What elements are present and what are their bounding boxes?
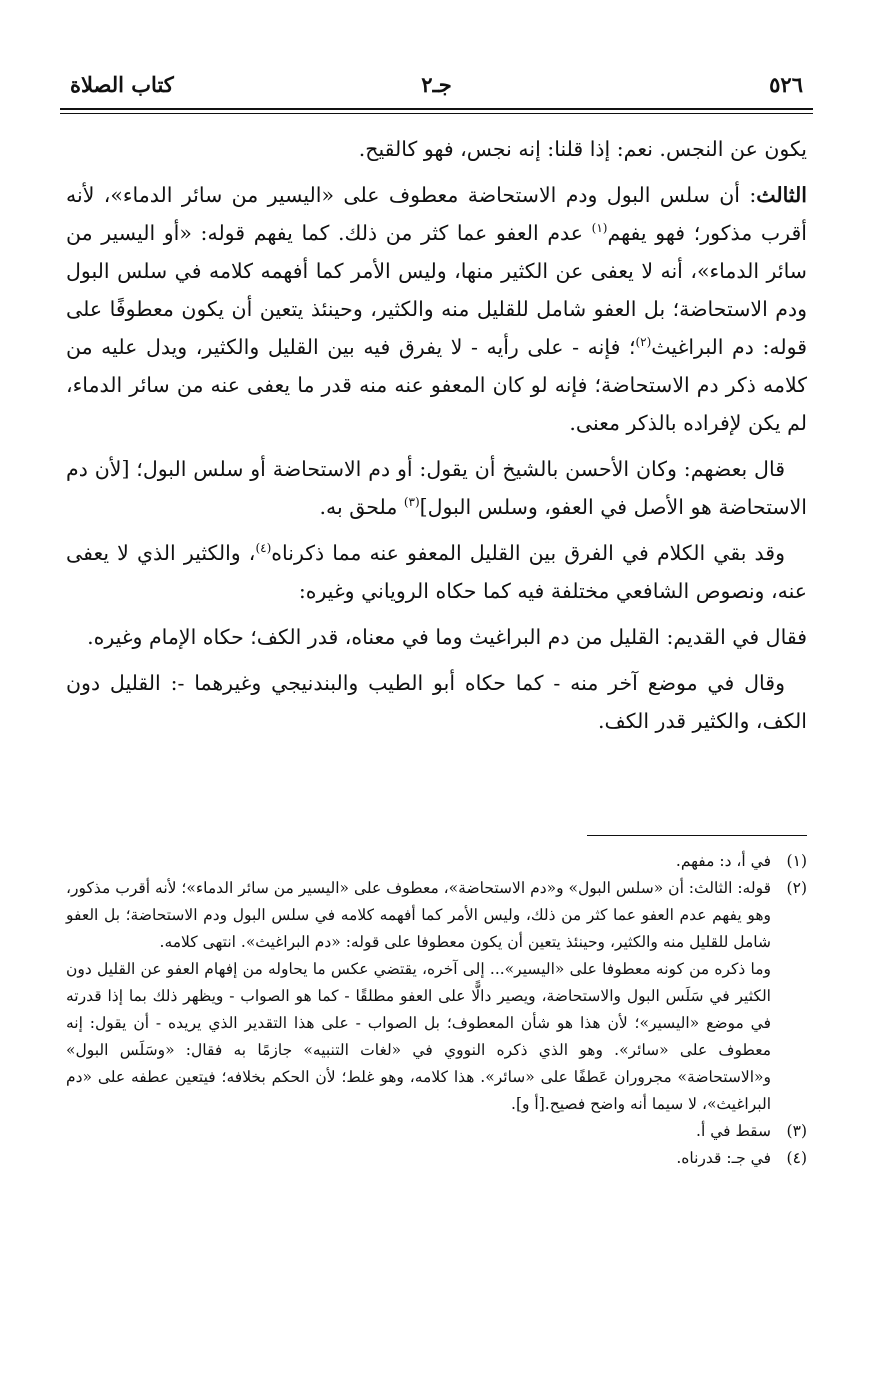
page-number: ٥٢٦ (769, 72, 803, 97)
volume-label: جـ٢ (421, 72, 452, 97)
paragraph-3-text-b: ملحق به. (319, 495, 404, 519)
footnote-ref-4[interactable]: (٤) (255, 541, 272, 556)
footnote-ref-2[interactable]: (٢) (635, 335, 652, 350)
book-title: كتاب الصلاة (70, 72, 174, 97)
paragraph-2 (66, 176, 807, 442)
footnote-number: (٣) (786, 1122, 807, 1140)
paragraph-4 (66, 534, 807, 610)
footnote-text: سقط في أ. (696, 1122, 771, 1140)
footnote-number: (٤) (786, 1149, 807, 1167)
footnote-text: وما ذكره من كونه معطوفا على «اليسير»... إلى آخره، يقتضي عكس ما يحاوله من إفهام العفو عن القليل دون الكثير في سَلَس البول والاستحاضة، ويصير دالًّا على العفو مطلقًا - كما هو الصواب - ويظهر ذلك بما إذا قدرته في موضع «اليسير»؛ لأن هذا هو شأن المعطوف؛ بل الصواب - على هذا التقدير الذي يريده - أن يقول: إنه معطوف على «سائر». وهو الذي ذكره النووي في «لغات التنبيه» جازمًا به فقال: «وسَلَس البول» و«الاستحاضة» مجروران عَطفًا على «سائر». هذا كلامه، وهو غلط؛ لأن الحكم بخلافه؛ فيتعين عطفه على «دم البراغيث»، لا سيما أنه واضح فصيح.[أ و]. (66, 960, 771, 1113)
paragraph-6-text: وقال في موضع آخر منه - كما حكاه أبو الطيب والبندنيجي وغيرهما -: القليل دون الكف، والكثير قدر الكف. (66, 671, 807, 733)
paragraph-1 (66, 130, 807, 168)
footnote-text: في جـ: قدرناه. (676, 1149, 771, 1167)
paragraph-2-lead: الثالث (756, 183, 807, 207)
paragraph-4-text-b: ، والكثير الذي لا يعفى عنه، ونصوص الشافعي مختلفة فيه كما حكاه الروياني وغيره: (66, 541, 807, 603)
running-header (70, 68, 803, 102)
paragraph-2-text-a: : أن سلس البول ودم الاستحاضة معطوف على «اليسير من سائر الدماء»، لأنه أقرب مذكور؛ فهو يفهم (66, 183, 807, 245)
paragraph-5 (66, 618, 807, 656)
paragraph-2-text-c: ؛ فإنه - على رأيه - لا يفرق فيه بين القليل والكثير، ويدل عليه من كلامه ذكر دم الاستحاضة؛ فإنه لو كان المعفو عنه منه قدر ما يعفى عنه من سائر الدماء، لم يكن لإفراده بالذكر معنى. (66, 335, 807, 435)
paragraph-5-text: فقال في القديم: القليل من دم البراغيث وما في معناه، قدر الكف؛ حكاه الإمام وغيره. (87, 625, 807, 649)
paragraph-2-text-b: عدم العفو عما كثر من ذلك. كما يفهم قوله: «أو اليسير من سائر الدماء»، أنه لا يعفى عن الكثير منها، وليس الأمر كما أفهمه كلامه في سلس البول ودم الاستحاضة؛ بل العفو شامل للقليل منه والكثير، وحينئذ يتعين أن يكون معطوفًا على قوله: دم البراغيث (66, 221, 807, 359)
footnote-4 (66, 1145, 807, 1172)
paragraph-4-text-a: وقد بقي الكلام في الفرق بين القليل المعفو عنه مما ذكرناه (271, 541, 785, 565)
main-text (66, 130, 807, 748)
footnote-number: (١) (786, 852, 807, 870)
footnote-1 (66, 848, 807, 875)
paragraph-6 (66, 664, 807, 740)
paragraph-1-text: يكون عن النجس. نعم: إذا قلنا: إنه نجس، فهو كالقيح. (358, 137, 807, 161)
footnote-text: قوله: الثالث: أن «سلس البول» و«دم الاستحاضة»، معطوف على «اليسير من سائر الدماء»؛ لأنه أقرب مذكور، وهو يفهم عدم العفو عما كثر من ذلك، وليس الأمر كما أفهمه كلامه في سلس البول ودم الاستحاضة؛ بل العفو شامل للقليل منه والكثير، وحينئذ يتعين أن يكون معطوفا على قوله: «دم البراغيث». انتهى كلامه. (66, 879, 771, 951)
footnote-number: (٢) (786, 879, 807, 897)
footnotes (66, 848, 807, 1172)
footnote-text: في أ، د: مفهم. (675, 852, 771, 870)
footnote-ref-3[interactable]: (٣) (403, 495, 420, 510)
footnote-3 (66, 1118, 807, 1145)
paragraph-3-text-a: قال بعضهم: وكان الأحسن بالشيخ أن يقول: أو دم الاستحاضة أو سلس البول؛ [لأن دم الاستحاضة هو الأصل في العفو، وسلس البول] (66, 457, 807, 519)
footnote-2 (66, 875, 807, 1118)
header-rule-thick (60, 108, 813, 110)
footnote-separator (587, 835, 807, 836)
paragraph-3 (66, 450, 807, 526)
header-rule-thin (60, 113, 813, 114)
footnote-ref-1[interactable]: (١) (591, 221, 608, 236)
